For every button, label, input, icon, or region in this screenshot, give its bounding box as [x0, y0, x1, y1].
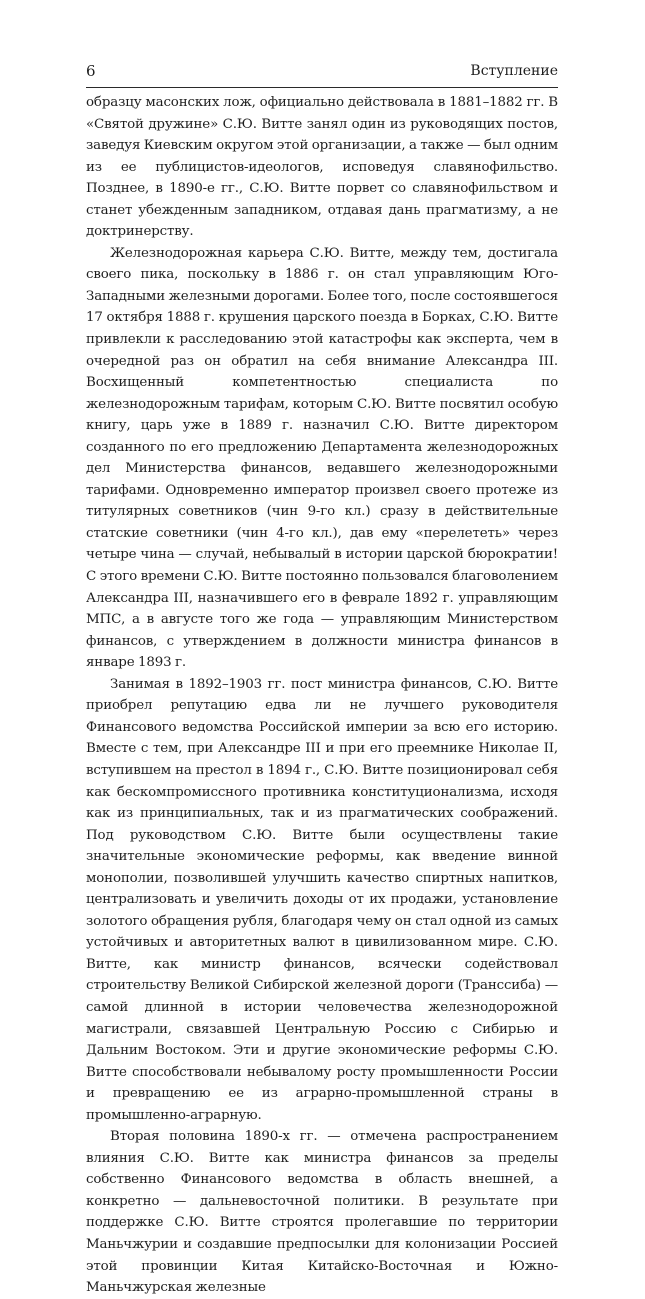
paragraph-4: Вторая половина 1890-х гг. — отмечена распространением влияния С.Ю. Витте как министра финансов за пределы собственно Финансового ведомства в область внешней, а конкретно — дальневосточной политики. В результате при поддержке С.Ю. Витте строятся пролегавшие по территории Маньчжурии и создавшие предпосылки для колонизации Россией этой провинции Китая Китайско-Восточная и Южно-Маньчжурская железные: [86, 1129, 558, 1296]
paragraph-3: Занимая в 1892–1903 гг. пост министра финансов, С.Ю. Витте приобрел репутацию едва ли не лучшего руководителя Финансового ведомства Российской империи за всю его историю. Вместе с тем, при Александре III и при его преемнике Николае II, вступившем на престол в 1894 г., С.Ю. Витте позиционировал себя как бескомпромиссного противника конституционализма, исходя как из принципиальных, так и из прагматических соображений. Под руководством С.Ю. Витте были осуществлены такие значительные экономические реформы, как введение винной монополии, позволившей улучшить качество спиртных напитков, централизовать и увеличить доходы от их продажи, установление золотого обращения рубля, благодаря чему он стал одной из самых устойчивых и авторитетных валют в цивилизованном мире. С.Ю. Витте, как министр финансов, всячески содействовал строительству Великой Сибирской железной дороги (Транссиба) — самой длинной в истории человечества железнодорожной магистрали, связавшей Центральную Россию с Сибирью и Дальним Востоком. Эти и другие экономические реформы С.Ю. Витте способствовали небывалому росту промышленности России и превращению ее из аграрно-промышленной страны в промышленно-аграрную.: [86, 676, 558, 1123]
header-rule: [86, 87, 558, 88]
paragraph-2: Железнодорожная карьера С.Ю. Витте, между тем, достигала своего пика, поскольку в 1886 г. он стал управляющим Юго-Западными железными дорогами. Более того, после состоявшегося 17 октября 1888 г. крушения царского поезда в Борках, С.Ю. Витте привлекли к расследованию этой катастрофы как эксперта, чем в очередной раз он обратил на себя внимание Александра III. Восхищенный компетентностью специалиста по железнодорожным тарифам, которым С.Ю. Витте посвятил особую книгу, царь уже в 1889 г. назначил С.Ю. Витте директором созданного по его предложению Департамента железнодорожных дел Министерства финансов, ведавшего железнодорожными тарифами. Одновременно император произвел своего протеже из титулярных советников (чин 9-го кл.) сразу в действительные статские советники (чин 4-го кл.), дав ему «перелететь» через четыре чина — случай, небывалый в истории царской бюрократии! С этого времени С.Ю. Витте постоянно пользовался благоволением Александра III, назначившего его в феврале 1892 г. управляющим МПС, а в августе того же года — управляющим Министерством финансов, с утверждением в должности министра финансов в январе 1893 г.: [86, 245, 558, 671]
section-title: Вступление: [470, 63, 558, 79]
paragraph-1: образцу масонских лож, официально действовала в 1881–1882 гг. В «Святой дружине» С.Ю. Витте занял один из руководящих постов, заведуя Киевским округом этой организации, а также — был одним из ее публицистов-идеологов, исповедуя славянофильство. Позднее, в 1890-е гг., С.Ю. Витте порвет со славянофильством и станет убежденным западником, отдавая дань прагматизму, а не доктринерству.: [86, 95, 558, 240]
running-head: [86, 56, 558, 84]
body-text: [86, 92, 558, 1299]
page-number: 6: [86, 62, 96, 80]
